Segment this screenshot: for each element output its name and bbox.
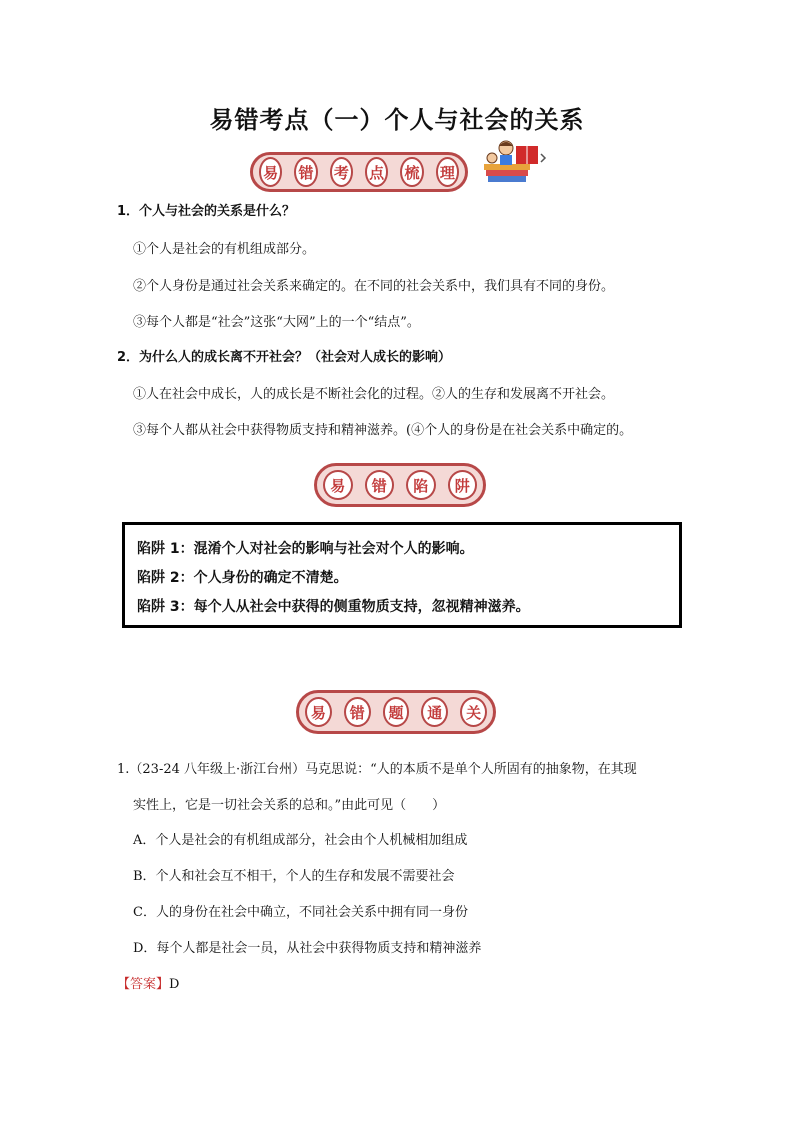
page-title: 易错考点（一）个人与社会的关系 bbox=[209, 106, 585, 134]
banner-char: 陷 bbox=[406, 470, 436, 500]
list-item: ②个人身份是通过社会关系来确定的。在不同的社会关系中，我们具有不同的身份。 bbox=[133, 279, 615, 294]
banner-char: 错 bbox=[344, 697, 371, 727]
list-item: ①人在社会中成长，人的成长是不断社会化的过程。②人的生存和发展离不开社会。 bbox=[133, 387, 615, 402]
section-banner-practice bbox=[296, 690, 496, 734]
banner-char: 通 bbox=[421, 697, 448, 727]
banner-char: 易 bbox=[305, 697, 332, 727]
banner-char: 点 bbox=[365, 157, 388, 187]
list-item: ③每个人都从社会中获得物质支持和精神滋养。(④个人的身份是在社会关系中确定的。 bbox=[133, 423, 633, 438]
banner-char: 易 bbox=[323, 470, 353, 500]
banner-char: 阱 bbox=[448, 470, 478, 500]
section-banner-traps bbox=[314, 463, 486, 507]
trap-item: 陷阱 2：个人身份的确定不清楚。 bbox=[137, 570, 348, 586]
question-stem: 1.（23-24 八年级上·浙江台州）马克思说：“人的本质不是单个人所固有的抽象物，在其现 bbox=[117, 762, 637, 777]
banner-char: 理 bbox=[436, 157, 459, 187]
traps-box bbox=[122, 522, 682, 628]
section1-heading: 1．个人与社会的关系是什么？ bbox=[117, 204, 296, 219]
option-a: A．个人是社会的有机组成部分，社会由个人机械相加组成 bbox=[133, 833, 468, 848]
list-item: ③每个人都是“社会”这张“大网”上的一个“结点”。 bbox=[133, 315, 420, 330]
section-banner-knowledge bbox=[250, 152, 468, 192]
answer-tag: 【答案】 bbox=[117, 977, 170, 992]
banner-char: 错 bbox=[294, 157, 317, 187]
list-item: ①个人是社会的有机组成部分。 bbox=[133, 242, 316, 257]
trap-item: 陷阱 1：混淆个人对社会的影响与社会对个人的影响。 bbox=[137, 541, 474, 557]
option-b: B．个人和社会互不相干，个人的生存和发展不需要社会 bbox=[133, 869, 455, 884]
answer-line bbox=[117, 973, 179, 992]
banner-char: 题 bbox=[383, 697, 410, 727]
answer-value: D bbox=[169, 977, 180, 992]
option-d: D．每个人都是社会一员，从社会中获得物质支持和精神滋养 bbox=[133, 941, 482, 956]
option-c: C．人的身份在社会中确立，不同社会关系中拥有同一身份 bbox=[133, 905, 468, 920]
section2-heading: 2．为什么人的成长离不开社会？（社会对人成长的影响） bbox=[117, 350, 452, 365]
question-stem-cont: 实性上，它是一切社会关系的总和。”由此可见（ ） bbox=[133, 798, 446, 813]
kids-reading-book-icon bbox=[478, 140, 548, 186]
banner-char: 易 bbox=[259, 157, 282, 187]
banner-char: 关 bbox=[460, 697, 487, 727]
banner-char: 考 bbox=[330, 157, 353, 187]
banner-char: 梳 bbox=[400, 157, 423, 187]
trap-item: 陷阱 3：每个人从社会中获得的侧重物质支持，忽视精神滋养。 bbox=[137, 599, 530, 615]
banner-char: 错 bbox=[365, 470, 395, 500]
